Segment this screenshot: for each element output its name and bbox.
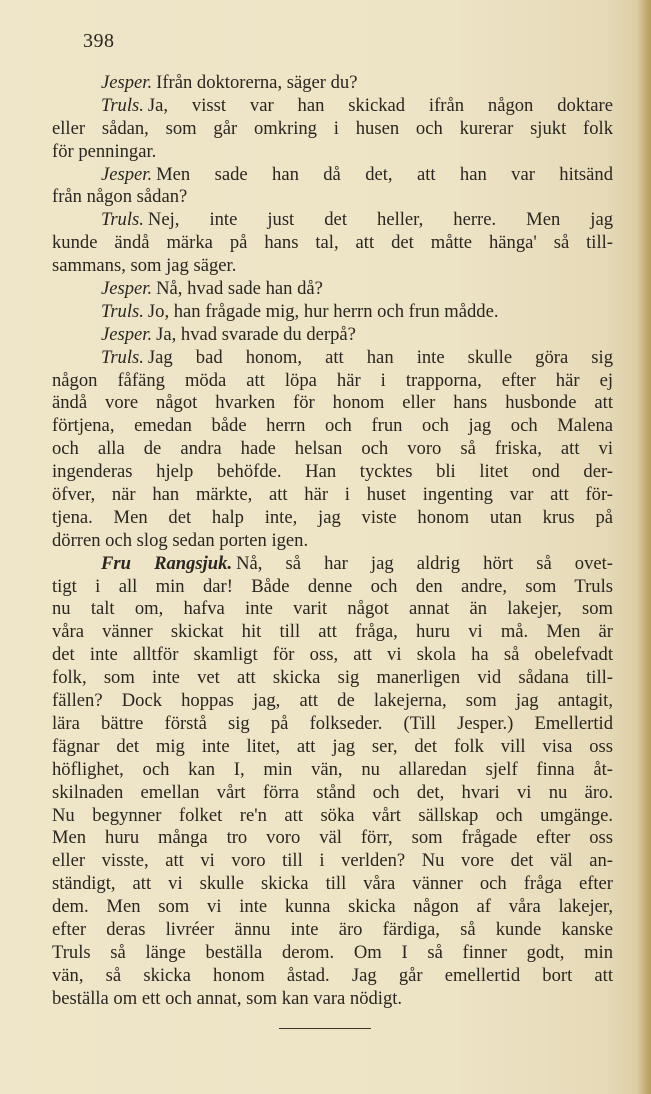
text-line: [52, 782, 613, 805]
text-line: [52, 507, 613, 530]
text-line: [52, 690, 613, 713]
dialogue-paragraph: [52, 553, 613, 1011]
text-line: [52, 621, 613, 644]
text-line: [52, 415, 613, 438]
line-text: ändå vore något hvarken för honom eller hans husbonde att: [52, 392, 613, 414]
line-text: Nej, inte just det heller, herre. Men jag: [147, 209, 613, 231]
line-text: höflighet, och kan I, min vän, nu allaredan sjelf finna åt-: [52, 758, 613, 780]
line-text: dem. Men som vi inte kunna skicka någon af våra lakejer,: [52, 896, 613, 918]
page-number: 398: [83, 30, 115, 52]
line-text: lära bättre förstå sig på folkseder. (Till Jesper.) Emellertid: [52, 712, 613, 734]
speaker-name: Jesper.: [101, 72, 153, 93]
line-text: våra vänner skickat hit till att fråga, huru vi må. Men är: [52, 621, 613, 643]
line-text: Jo, han frågade mig, hur herrn och frun mådde.: [147, 300, 499, 322]
line-text: folk, som inte vet att skicka sig manerligen vid sådana till-: [52, 667, 613, 689]
line-text: Nå, så har jag aldrig hört så ovet-: [236, 552, 613, 574]
text-line: [52, 942, 613, 965]
line-text: ingenderas hjelp behöfde. Han tycktes bli litet ond der-: [52, 461, 613, 483]
text-line: [52, 896, 613, 919]
dialogue-paragraph: [52, 72, 613, 95]
text-line: [52, 850, 613, 873]
text-line: [52, 209, 613, 232]
speaker-name: Truls.: [101, 94, 144, 116]
line-text: det inte alltför skamligt för oss, att vi skola ha så obelefvadt: [52, 644, 613, 666]
text-line: [52, 576, 613, 599]
body-text: [52, 72, 613, 1011]
text-line: [52, 232, 613, 255]
dialogue-paragraph: [52, 301, 613, 324]
text-line: [52, 370, 613, 393]
line-text: Nå, hvad sade han då?: [156, 278, 323, 300]
line-text: skilnaden emellan vårt förra stånd och det, hvari vi nu äro.: [52, 781, 613, 803]
dialogue-paragraph: [52, 164, 613, 210]
line-text: tigt i all min dar! Både denne och den andre, som Truls: [52, 575, 613, 597]
line-text: Ja, hvad svarade du derpå?: [156, 323, 356, 345]
dialogue-paragraph: [52, 278, 613, 301]
speaker-name: Truls.: [101, 209, 144, 231]
speaker-name: Jesper.: [101, 278, 153, 300]
text-line: [52, 95, 613, 118]
dialogue-paragraph: [52, 209, 613, 278]
line-text: någon fåfäng möda att löpa här i trapporna, efter här ej: [52, 369, 613, 391]
text-line: [52, 644, 613, 667]
text-line: [52, 713, 613, 736]
line-text: kunde ändå märka på hans tal, att det måtte hänga' så till-: [52, 232, 613, 254]
text-line: [52, 347, 613, 370]
text-line: [52, 255, 613, 278]
text-line: [52, 873, 613, 896]
line-text: Jag bad honom, att han inte skulle göra sig: [147, 346, 613, 368]
line-text: ständigt, att vi skulle skicka till våra vänner och fråga efter: [52, 873, 613, 895]
line-text: eller visste, att vi voro till i verlden? Nu vore det väl an-: [52, 850, 613, 872]
text-line: [52, 164, 613, 187]
line-text: Ifrån doktorerna, säger du?: [156, 72, 358, 93]
text-line: [52, 598, 613, 621]
line-text: Men huru många tro voro väl förr, som frågade efter oss: [52, 827, 613, 849]
line-text: tjena. Men det halp inte, jag viste honom utan krus på: [52, 506, 613, 528]
text-line: [52, 805, 613, 828]
text-line: [52, 461, 613, 484]
line-text: nu talt om, hafva inte varit något annat än lakejer, som: [52, 598, 613, 620]
speaker-name: Jesper.: [101, 323, 153, 345]
text-line: [52, 736, 613, 759]
text-line: [52, 553, 613, 576]
text-line: [52, 301, 613, 324]
speaker-name: Truls.: [101, 300, 144, 322]
page-edge: [637, 0, 651, 1094]
section-rule: [279, 1028, 371, 1029]
line-text: sammans, som jag säger.: [52, 255, 237, 277]
line-text: förtjena, emedan både herrn och frun och jag och Malena: [52, 415, 613, 437]
dialogue-paragraph: [52, 347, 613, 553]
line-text: vän, så skicka honom åstad. Jag går emellertid bort att: [52, 964, 613, 986]
line-text: efter deras livréer ännu inte äro färdiga, så kunde kanske: [52, 918, 613, 940]
text-line: [52, 919, 613, 942]
text-line: [52, 827, 613, 850]
line-text: fägnar det mig inte litet, att jag ser, det folk vill visa oss: [52, 735, 613, 757]
line-text: beställa om ett och annat, som kan vara nödigt.: [52, 987, 403, 1009]
line-text: Truls så länge beställa derom. Om I så finner godt, min: [52, 941, 613, 963]
text-line: [52, 118, 613, 141]
line-text: dörren och slog sedan porten igen.: [52, 529, 309, 551]
text-line: [52, 965, 613, 988]
line-text: eller sådan, som går omkring i husen och kurerar sjukt folk: [52, 117, 613, 139]
dialogue-paragraph: [52, 324, 613, 347]
line-text: och alla de andra hade helsan och voro så friska, att vi: [52, 438, 613, 460]
text-line: [52, 278, 613, 301]
text-line: [52, 484, 613, 507]
text-line: [52, 324, 613, 347]
line-text: Ja, visst var han skickad ifrån någon doktare: [147, 94, 613, 116]
text-line: [52, 988, 613, 1011]
text-line: [52, 392, 613, 415]
text-line: [52, 141, 613, 164]
text-line: [52, 530, 613, 553]
speaker-name: Jesper.: [101, 163, 153, 185]
line-text: för penningar.: [52, 140, 157, 162]
speaker-name: Fru Rangsjuk.: [101, 552, 233, 574]
text-line: [52, 186, 613, 209]
text-line: [52, 72, 613, 95]
dialogue-paragraph: [52, 95, 613, 164]
text-line: [52, 667, 613, 690]
text-line: [52, 759, 613, 782]
line-text: öfver, när han märkte, att här i huset ingenting var att för-: [52, 484, 613, 506]
line-text: Nu begynner folket re'n att söka vårt sällskap och umgänge.: [52, 804, 613, 826]
speaker-name: Truls.: [101, 346, 144, 368]
line-text: från någon sådan?: [52, 186, 188, 208]
line-text: fällen? Dock hoppas jag, att de lakejerna, som jag antagit,: [52, 690, 613, 712]
text-line: [52, 438, 613, 461]
line-text: Men sade han då det, att han var hitsänd: [156, 163, 613, 185]
